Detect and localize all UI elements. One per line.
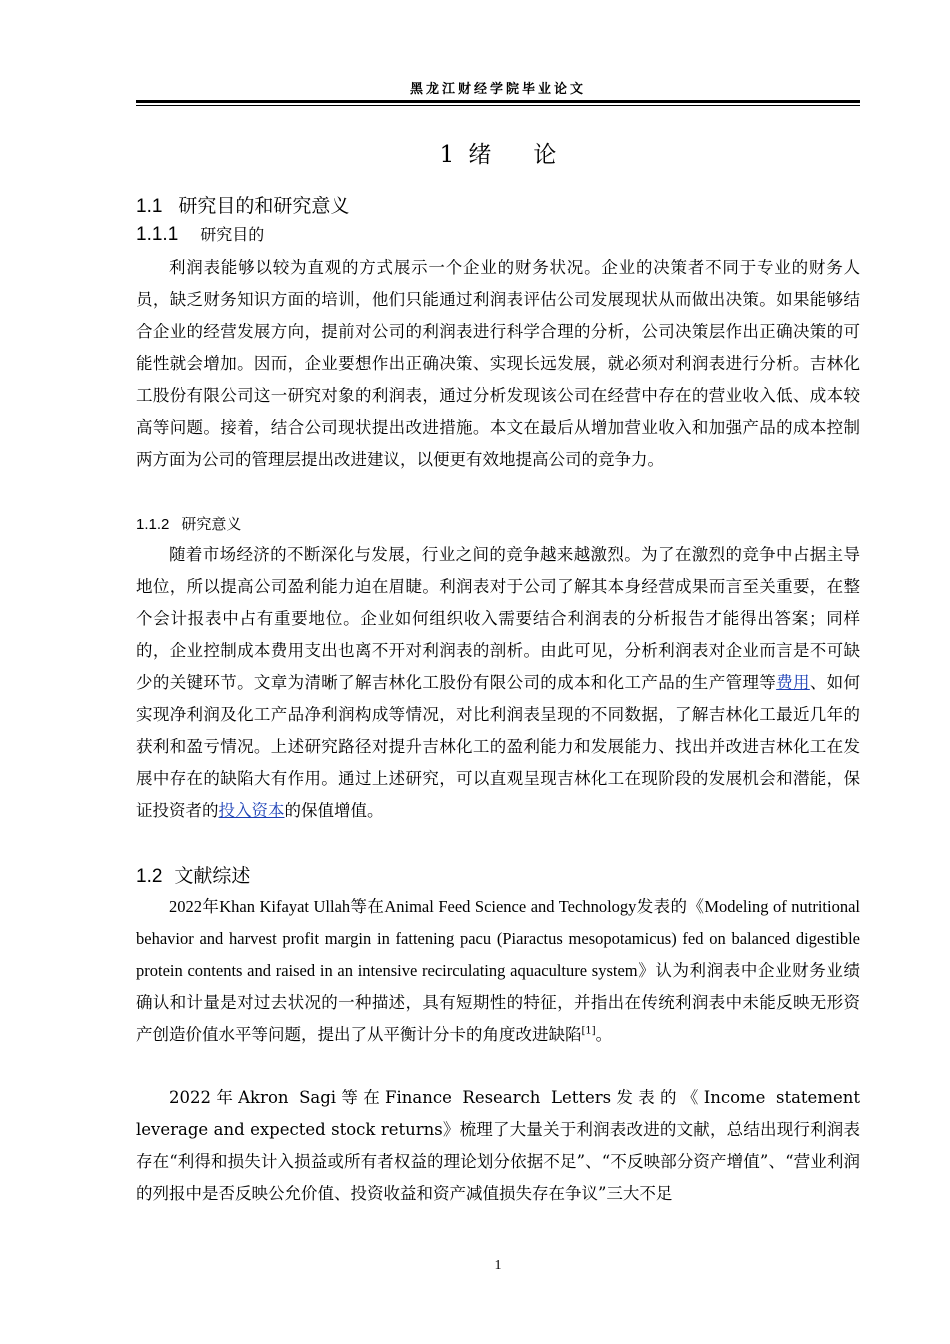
- link-expense[interactable]: 费用: [776, 673, 810, 692]
- paragraph-text: 2022年Khan Kifayat Ullah等在Animal Feed Science and Technology发表的《Modeling of nutritional behavior and harvest profit margin in fattening pacu (Piaractus mesopotamicus) fed on balanced digestible protein contents and raised in an intensive recirculating aquaculture system》认为利润表中企业财务业绩确认和计量是对过去状况的一种描述，具有短期性的特征，并指出在传统利润表中未能反映无形资产创造价值水平等问题，提出了从平衡计分卡的角度改进缺陷: [136, 897, 860, 1044]
- subsection-number: 1.1.1: [136, 224, 179, 245]
- subsection-heading-1-1-2: [136, 513, 241, 534]
- chapter-title-char-2: 论: [533, 142, 557, 168]
- paragraph-literature-2: 2022年Akron Sagi等在Finance Research Letters发表的《Income statement leverage and expected stock returns》梳理了大量关于利润表改进的文献，总结出现行利润表存在“利得和损失计入损益或所有者权益的理论划分依据不足”、“不反映部分资产增值”、“营业利润的列报中是否反映公允价值、投资收益和资产减值损失存在争议”三大不足: [136, 1088, 860, 1203]
- section-title: 研究目的和研究意义: [178, 195, 350, 217]
- subsection-title: 研究意义: [181, 515, 242, 533]
- paragraph-literature-1: [136, 891, 860, 1051]
- section-heading-1-2: [136, 861, 250, 888]
- chapter-title: [136, 136, 860, 169]
- citation-ref[interactable]: [1]: [581, 1025, 596, 1037]
- section-number: 1.1: [136, 196, 163, 217]
- paragraph-text: 随着市场经济的不断深化与发展，行业之间的竞争越来越激烈。为了在激烈的竞争中占据主导地位，所以提高公司盈利能力迫在眉睫。利润表对于公司了解其本身经营成果而言至关重要，在整个会计报表中占有重要地位。企业如何组织收入需要结合利润表的分析报告才能得出答案；同样的，企业控制成本费用支出也离不开对利润表的剖析。由此可见，分析利润表对企业而言是不可缺少的关键环节。文章为清晰了解吉林化工股份有限公司的成本和化工产品的生产管理等: [136, 545, 860, 692]
- paragraph-text: 、如何实现净利润及化工产品净利润构成等情况，对比利润表呈现的不同数据，了解吉林化工最近几年的获利和盈亏情况。上述研究路径对提升吉林化工的盈利能力和发展能力、找出并改进吉林化工在发展中存在的缺陷大有作用。通过上述研究，可以直观呈现吉林化工在现阶段的发展机会和潜能，保证投资者的: [136, 673, 861, 820]
- chapter-number: 1: [439, 142, 455, 168]
- paragraph-text: 的保值增值。: [284, 801, 384, 820]
- page-number: 1: [494, 1258, 502, 1273]
- section-number: 1.2: [136, 866, 163, 887]
- link-invested-capital[interactable]: 投入资本: [218, 801, 285, 820]
- paragraph-text: 。: [595, 1025, 613, 1044]
- chapter-title-char-1: 绪: [468, 142, 492, 168]
- paragraph-research-purpose: 利润表能够以较为直观的方式展示一个企业的财务状况。企业的决策者不同于专业的财务人员，缺乏财务知识方面的培训，他们只能通过利润表评估公司发展现状从而做出决策。如果能够结合企业的经营发展方向，提前对公司的利润表进行科学合理的分析，公司决策层作出正确决策的可能性就会增加。因而，企业要想作出正确决策、实现长远发展，就必须对利润表进行分析。吉林化工股份有限公司这一研究对象的利润表，通过分析发现该公司在经营中存在的营业收入低、成本较高等问题。接着，结合公司现状提出改进措施。本文在最后从增加营业收入和加强产品的成本控制两方面为公司的管理层提出改进建议，以便更有效地提高公司的竞争力。: [136, 258, 860, 469]
- subsection-heading-1-1-1: [136, 222, 264, 246]
- section-title: 文献综述: [174, 865, 251, 887]
- header-rule-thick: [136, 100, 860, 103]
- header-rule-thin: [136, 105, 860, 106]
- running-header: 黑龙江财经学院毕业论文: [409, 82, 586, 97]
- subsection-number: 1.1.2: [136, 516, 170, 533]
- paragraph-research-significance: [136, 539, 860, 827]
- subsection-title: 研究目的: [200, 225, 265, 244]
- section-heading-1-1: [136, 191, 349, 218]
